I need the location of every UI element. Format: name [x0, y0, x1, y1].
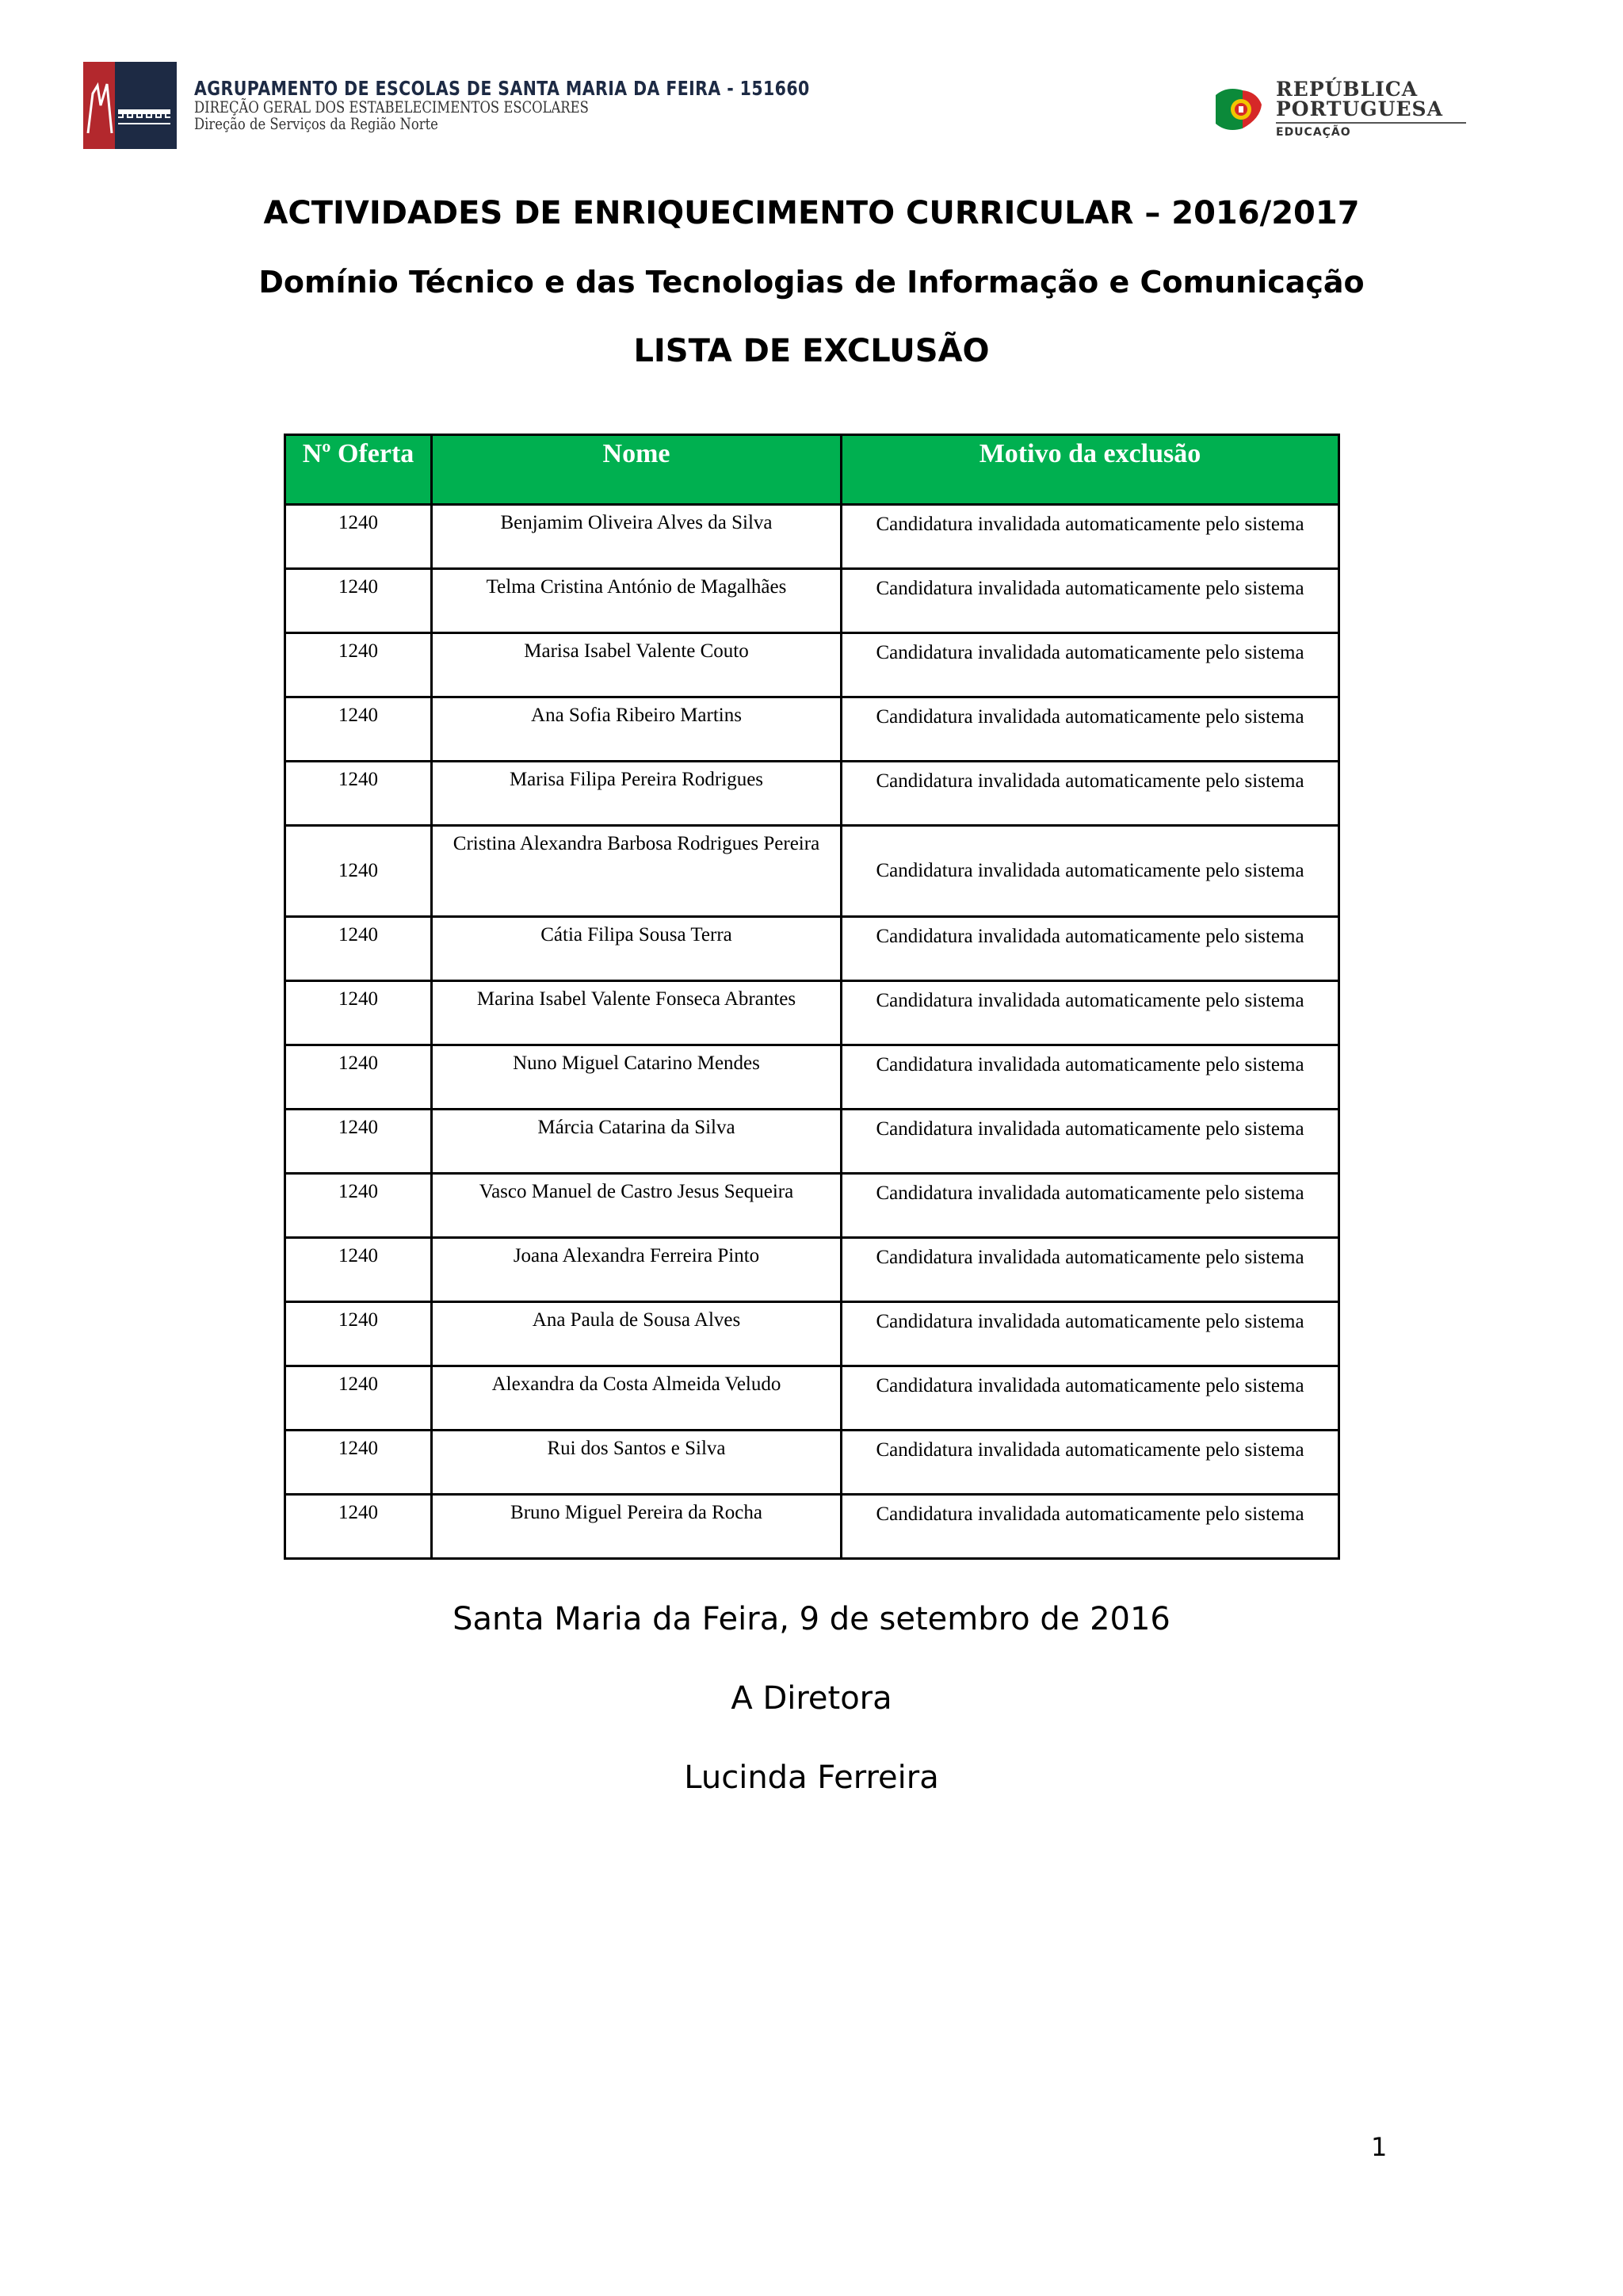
header-oferta: Nº Oferta — [285, 435, 432, 505]
republic-line-1: REPÚBLICA — [1276, 78, 1419, 101]
cell-motivo: Candidatura invalidada automaticamente pelo sistema — [842, 1238, 1339, 1302]
table-row — [285, 1366, 1339, 1431]
cell-motivo: Candidatura invalidada automaticamente pelo sistema — [842, 569, 1339, 633]
cell-motivo: Candidatura invalidada automaticamente pelo sistema — [842, 981, 1339, 1045]
cell-nome: Bruno Miguel Pereira da Rocha — [432, 1495, 842, 1559]
cell-oferta: 1240 — [285, 1045, 432, 1110]
table-header-row — [285, 435, 1339, 505]
cell-nome: Márcia Catarina da Silva — [432, 1110, 842, 1174]
cell-oferta: 1240 — [285, 1174, 432, 1238]
school-subtitle-region: Direção de Serviços da Região Norte — [194, 114, 438, 134]
cell-oferta: 1240 — [285, 1431, 432, 1495]
table-row — [285, 697, 1339, 762]
republic-divider — [1276, 122, 1466, 124]
table-row — [285, 505, 1339, 569]
republic-line-2: PORTUGUESA — [1276, 97, 1443, 120]
cell-motivo: Candidatura invalidada automaticamente pelo sistema — [842, 917, 1339, 981]
table-row — [285, 762, 1339, 826]
republic-header — [1211, 79, 1466, 139]
cell-nome: Nuno Miguel Catarino Mendes — [432, 1045, 842, 1110]
table-row — [285, 826, 1339, 917]
cell-motivo: Candidatura invalidada automaticamente pelo sistema — [842, 1174, 1339, 1238]
table-row — [285, 1045, 1339, 1110]
cell-motivo: Candidatura invalidada automaticamente pelo sistema — [842, 697, 1339, 762]
cell-nome: Cátia Filipa Sousa Terra — [432, 917, 842, 981]
cell-nome: Vasco Manuel de Castro Jesus Sequeira — [432, 1174, 842, 1238]
cell-oferta: 1240 — [285, 633, 432, 697]
header-motivo: Motivo da exclusão — [842, 435, 1339, 505]
cell-motivo: Candidatura invalidada automaticamente pelo sistema — [842, 633, 1339, 697]
cell-oferta: 1240 — [285, 569, 432, 633]
cell-oferta: 1240 — [285, 1366, 432, 1431]
table-row — [285, 1110, 1339, 1174]
cell-oferta: 1240 — [285, 826, 432, 917]
cell-motivo: Candidatura invalidada automaticamente pelo sistema — [842, 1495, 1339, 1559]
cell-nome: Marisa Filipa Pereira Rodrigues — [432, 762, 842, 826]
cell-motivo: Candidatura invalidada automaticamente pelo sistema — [842, 1431, 1339, 1495]
cell-nome: Joana Alexandra Ferreira Pinto — [432, 1238, 842, 1302]
cell-oferta: 1240 — [285, 697, 432, 762]
republic-emblem-icon — [1211, 84, 1266, 135]
cell-oferta: 1240 — [285, 1302, 432, 1366]
signatory-name: Lucinda Ferreira — [684, 1759, 939, 1796]
school-logo — [83, 62, 177, 149]
cell-oferta: 1240 — [285, 1238, 432, 1302]
table-row — [285, 981, 1339, 1045]
cell-oferta: 1240 — [285, 917, 432, 981]
place-date: Santa Maria da Feira, 9 de setembro de 2016 — [453, 1601, 1170, 1637]
table-row — [285, 1174, 1339, 1238]
cell-motivo: Candidatura invalidada automaticamente pelo sistema — [842, 1366, 1339, 1431]
table-row — [285, 1302, 1339, 1366]
table-row — [285, 633, 1339, 697]
cell-motivo: Candidatura invalidada automaticamente pelo sistema — [842, 826, 1339, 917]
page-number: 1 — [1371, 2132, 1388, 2162]
cell-oferta: 1240 — [285, 1110, 432, 1174]
cell-nome: Ana Sofia Ribeiro Martins — [432, 697, 842, 762]
cell-nome: Marisa Isabel Valente Couto — [432, 633, 842, 697]
header-nome: Nome — [432, 435, 842, 505]
cell-motivo: Candidatura invalidada automaticamente pelo sistema — [842, 1302, 1339, 1366]
republic-text-block — [1276, 79, 1466, 139]
exclusion-table — [284, 434, 1340, 1560]
cell-motivo: Candidatura invalidada automaticamente pelo sistema — [842, 762, 1339, 826]
republic-education: EDUCAÇÃO — [1276, 126, 1351, 139]
school-subtitle-direction: DIREÇÃO GERAL DOS ESTABELECIMENTOS ESCOLARES — [194, 97, 589, 117]
table-row — [285, 917, 1339, 981]
cell-nome: Benjamim Oliveira Alves da Silva — [432, 505, 842, 569]
cell-oferta: 1240 — [285, 981, 432, 1045]
signatory-role: A Diretora — [731, 1680, 892, 1717]
table-row — [285, 1238, 1339, 1302]
cell-nome: Marina Isabel Valente Fonseca Abrantes — [432, 981, 842, 1045]
document-list-title: LISTA DE EXCLUSÃO — [633, 333, 990, 369]
cell-nome: Cristina Alexandra Barbosa Rodrigues Pereira — [432, 826, 842, 917]
document-domain-title: Domínio Técnico e das Tecnologias de Informação e Comunicação — [258, 265, 1365, 300]
cell-oferta: 1240 — [285, 762, 432, 826]
cell-motivo: Candidatura invalidada automaticamente pelo sistema — [842, 505, 1339, 569]
cell-motivo: Candidatura invalidada automaticamente pelo sistema — [842, 1045, 1339, 1110]
cell-nome: Rui dos Santos e Silva — [432, 1431, 842, 1495]
table-row — [285, 569, 1339, 633]
cell-oferta: 1240 — [285, 1495, 432, 1559]
cell-oferta: 1240 — [285, 505, 432, 569]
table-row — [285, 1495, 1339, 1559]
cell-nome: Telma Cristina António de Magalhães — [432, 569, 842, 633]
cell-motivo: Candidatura invalidada automaticamente pelo sistema — [842, 1110, 1339, 1174]
table-row — [285, 1431, 1339, 1495]
document-title: ACTIVIDADES DE ENRIQUECIMENTO CURRICULAR – 2016/2017 — [263, 195, 1360, 231]
cell-nome: Alexandra da Costa Almeida Veludo — [432, 1366, 842, 1431]
school-name: AGRUPAMENTO DE ESCOLAS DE SANTA MARIA DA FEIRA - 151660 — [194, 76, 810, 100]
school-header — [83, 62, 945, 149]
school-text-block — [194, 78, 945, 132]
cell-nome: Ana Paula de Sousa Alves — [432, 1302, 842, 1366]
